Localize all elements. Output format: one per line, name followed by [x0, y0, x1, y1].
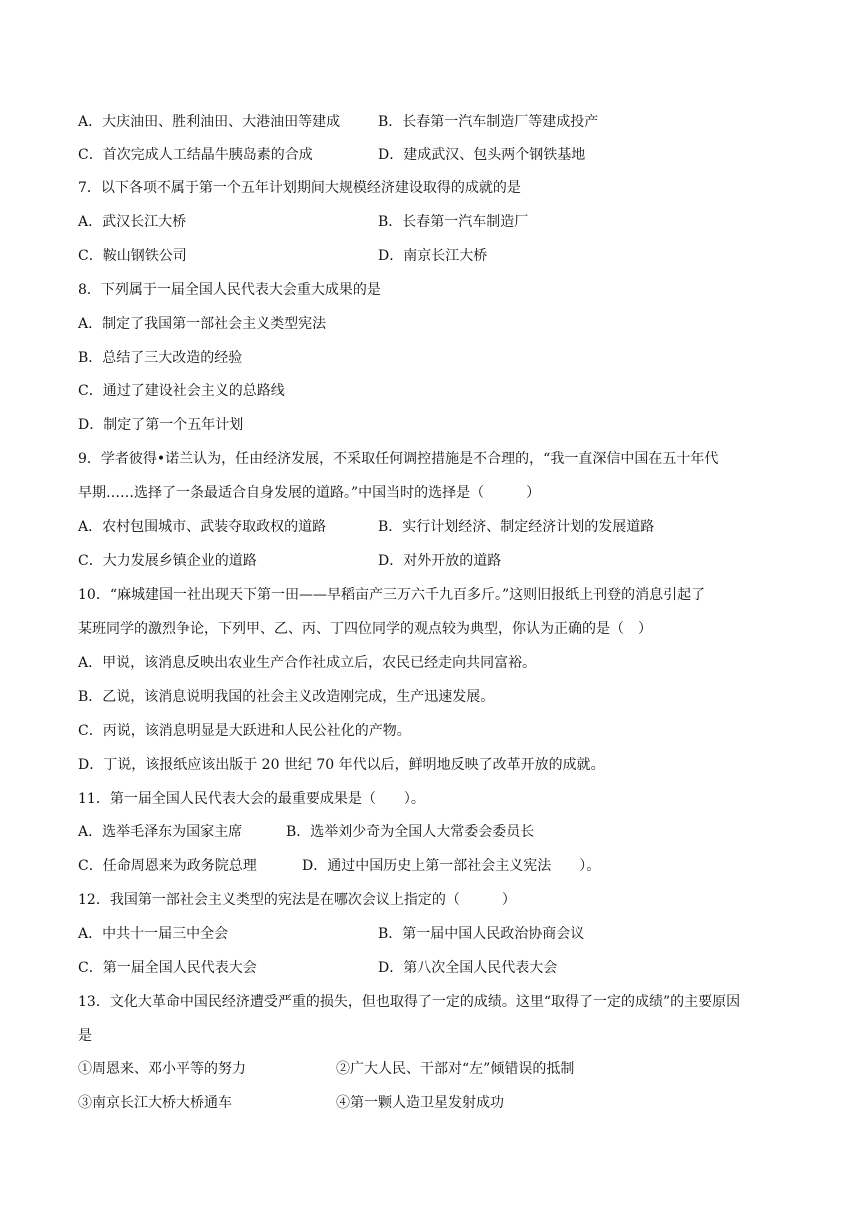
- q7-option-a: A．武汉长江大桥: [78, 214, 187, 230]
- q7-stem: 7．以下各项不属于第一个五年计划期间大规模经济建设取得的成就的是: [78, 180, 521, 196]
- q6-option-b: B．长春第一汽车制造厂等建成投产: [378, 114, 599, 130]
- q6-option-c: C．首次完成人工结晶牛胰岛素的合成: [78, 147, 313, 163]
- q8-stem: 8．下列属于一届全国人民代表大会重大成果的是: [78, 282, 381, 298]
- q13-option-4: ④第一颗人造卫星发射成功: [336, 1095, 504, 1111]
- q9-option-d: D．对外开放的道路: [378, 553, 502, 569]
- q7-option-b: B．长春第一汽车制造厂: [378, 214, 529, 230]
- q10-option-b: B．乙说，该消息说明我国的社会主义改造刚完成，生产迅速发展。: [78, 689, 495, 705]
- q8-option-b: B．总结了三大改造的经验: [78, 350, 243, 366]
- q9-stem-line-2: 早期……选择了一条最适合自身发展的道路。”中国当时的选择是（ ）: [78, 485, 541, 501]
- q11-stem: 11．第一届全国人民代表大会的最重要成果是（ ）。: [78, 791, 425, 807]
- q13-stem-line-2: 是: [78, 1028, 92, 1044]
- q12-option-c: C．第一届全国人民代表大会: [78, 960, 257, 976]
- q12-option-b: B．第一届中国人民政治协商会议: [378, 926, 585, 942]
- q6-option-a: A．大庆油田、胜利油田、大港油田等建成: [78, 114, 341, 130]
- q11-option-c: C．任命周恩来为政务院总理: [78, 858, 257, 874]
- q13-stem-line-1: 13．文化大革命中国民经济遭受严重的损失，但也取得了一定的成绩。这里“取得了一定的成绩”的主要原因: [78, 994, 741, 1010]
- q13-option-2: ②广大人民、干部对“左”倾错误的抵制: [336, 1061, 575, 1077]
- q9-option-a: A．农村包围城市、武装夺取政权的道路: [78, 519, 327, 535]
- q10-stem-line-2: 某班同学的激烈争论，下列甲、乙、丙、丁四位同学的观点较为典型，你认为正确的是（ ）: [78, 621, 652, 637]
- q12-option-a: A．中共十一届三中全会: [78, 926, 229, 942]
- q8-option-d: D．制定了第一个五年计划: [78, 417, 244, 433]
- q12-stem: 12．我国第一部社会主义类型的宪法是在哪次会议上指定的（ ）: [78, 892, 516, 908]
- q10-stem-line-1: 10．“麻城建国一社出现天下第一田——早稻亩产三万六千九百多斤。”这则旧报纸上刊登的消息引起了: [78, 587, 706, 603]
- q9-option-b: B．实行计划经济、制定经济计划的发展道路: [378, 519, 655, 535]
- q8-option-a: A．制定了我国第一部社会主义类型宪法: [78, 316, 327, 332]
- q11-option-b: B．选举刘少奇为全国人大常委会委员长: [286, 824, 535, 840]
- q10-option-a: A．甲说，该消息反映出农业生产合作社成立后，农民已经走向共同富裕。: [78, 655, 537, 671]
- q11-option-a: A．选举毛泽东为国家主席: [78, 824, 243, 840]
- q13-option-1: ①周恩来、邓小平等的努力: [78, 1061, 246, 1077]
- q10-option-d: D．丁说，该报纸应该出版于 20 世纪 70 年代以后，鲜明地反映了改革开放的成就。: [78, 757, 605, 773]
- q9-stem-line-1: 9．学者彼得•诺兰认为，任由经济发展，不采取任何调控措施是不合理的，“我一直深信中国在五十年代: [78, 451, 719, 467]
- q7-option-d: D．南京长江大桥: [378, 248, 488, 264]
- q11-option-d: D．通过中国历史上第一部社会主义宪法 ）。: [302, 858, 601, 874]
- q8-option-c: C．通过了建设社会主义的总路线: [78, 383, 285, 399]
- q12-option-d: D．第八次全国人民代表大会: [378, 960, 558, 976]
- q10-option-c: C．丙说，该消息明显是大跃进和人民公社化的产物。: [78, 723, 411, 739]
- q6-option-d: D．建成武汉、包头两个钢铁基地: [378, 147, 586, 163]
- q9-option-c: C．大力发展乡镇企业的道路: [78, 553, 257, 569]
- q13-option-3: ③南京长江大桥大桥通车: [78, 1095, 232, 1111]
- q7-option-c: C．鞍山钢铁公司: [78, 248, 187, 264]
